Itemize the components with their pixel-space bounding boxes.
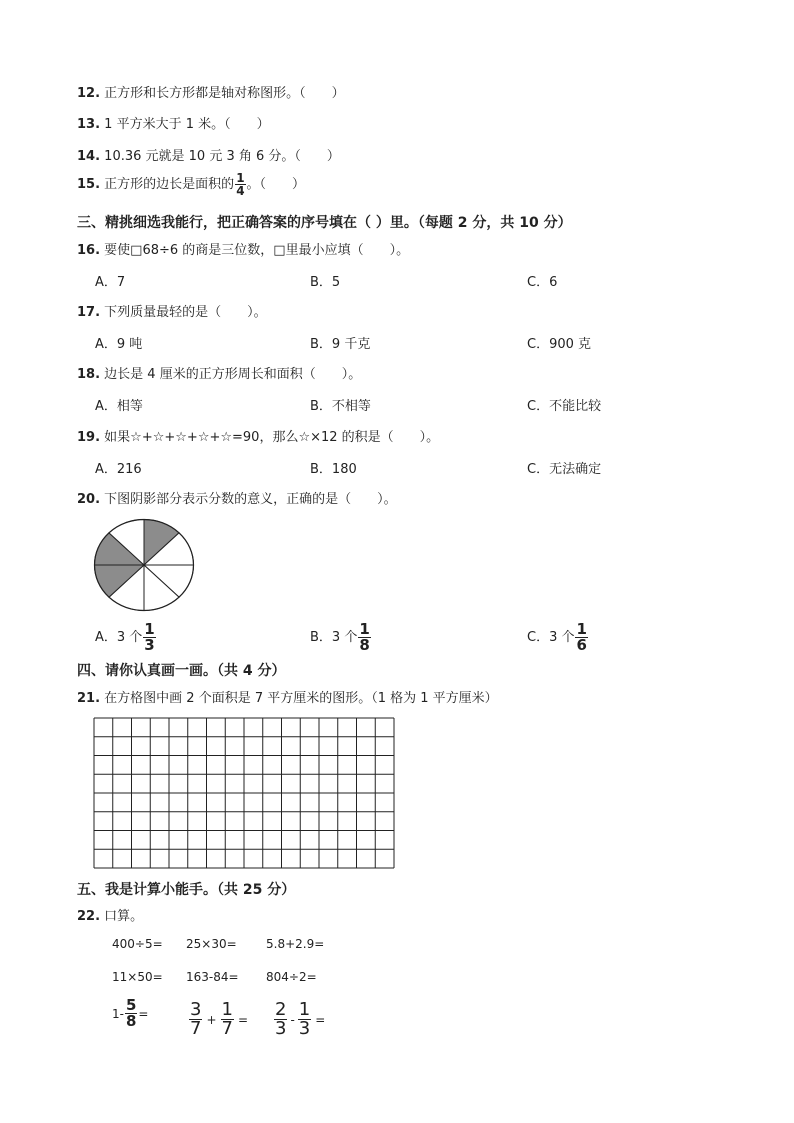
section-5-heading: 五、我是计算小能手。（共 25 分） [77,882,296,898]
fraction [125,998,137,1029]
option-a: A．216 [95,462,142,477]
fraction [358,622,370,653]
question-number: 14. [77,149,101,164]
question-text: 10.36 元就是 10 元 3 角 6 分。（ ） [104,149,340,164]
section-3-heading: 三、精挑细选我能行，把正确答案的序号填在（ ）里。（每题 2 分，共 10 分） [77,215,572,231]
option-b [310,622,372,653]
fraction [221,1001,234,1038]
denominator: 6 [576,636,587,654]
calc-item: 11×50= [112,970,163,984]
denominator: 8 [125,1012,137,1030]
question-number: 22. [77,909,101,924]
question-text: 边长是 4 厘米的正方形周长和面积（ ）。 [104,367,362,382]
denominator: 4 [236,184,245,198]
denominator: 3 [298,1018,311,1039]
numerator: 2 [275,999,287,1020]
question-21 [77,687,498,706]
denominator: 8 [359,636,370,654]
question-text: 下图阴影部分表示分数的意义，正确的是（ ）。 [104,492,397,507]
question-number: 13. [77,117,101,132]
option-b: B．180 [310,462,357,477]
option-c: C．900 克 [527,337,592,352]
question-number: 20. [77,492,101,507]
option-a: A．9 吨 [95,337,143,352]
numerator: 5 [125,996,137,1014]
question-text: 下列质量最轻的是（ ）。 [104,305,267,320]
option-a: A．相等 [95,399,143,414]
section-4-heading: 四、请你认真画一画。（共 4 分） [77,663,286,679]
question-20 [77,488,397,507]
question-text: 正方形和长方形都是轴对称图形。（ ） [104,86,345,101]
option-b: B．5 [310,275,341,290]
calc-item: 804÷2= [266,970,317,984]
option-label: B．3 个 [310,630,358,645]
numerator: 1 [359,620,370,638]
numerator: 1 [236,171,245,185]
option-c: C．6 [527,275,558,290]
operator: - [290,1012,295,1027]
question-17 [77,301,267,320]
numerator: 1 [576,620,587,638]
question-number: 21. [77,691,101,706]
option-label: C．3 个 [527,630,575,645]
question-text-post: 。（ ） [246,177,306,192]
option-label: A．3 个 [95,630,143,645]
question-text-pre: 正方形的边长是面积的 [104,177,235,192]
option-c [527,622,589,653]
option-b: B．9 千克 [310,337,371,352]
option-c: C．无法确定 [527,462,602,477]
question-text: 在方格图中画 2 个面积是 7 平方厘米的图形。（1 格为 1 平方厘米） [104,691,498,706]
option-a: A．7 [95,275,126,290]
question-text: 口算。 [104,909,144,924]
numerator: 1 [298,999,311,1020]
option-b: B．不相等 [310,399,371,414]
calc-item: 25×30= [186,937,237,951]
numerator: 3 [190,999,202,1020]
question-19 [77,426,439,445]
question-number: 18. [77,367,101,382]
question-number: 19. [77,430,101,445]
calc-item: 5.8+2.9= [266,937,325,951]
question-12 [77,82,345,101]
denominator: 3 [144,636,155,654]
drawing-grid[interactable] [93,717,395,869]
question-14 [77,145,340,164]
option-c: C．不能比较 [527,399,602,414]
option-a [95,622,157,653]
calc-item: 163-84= [186,970,239,984]
question-15 [77,172,305,197]
shaded-circle-figure [92,517,196,613]
question-number: 15. [77,177,101,192]
calc-text: 1- [112,1006,124,1021]
fraction [575,622,587,653]
calc-item: 400÷5= [112,937,163,951]
question-18 [77,363,361,382]
question-text: 1 平方米大于 1 米。（ ） [104,117,270,132]
question-number: 17. [77,305,101,320]
fraction [189,1001,202,1038]
calc-fraction-a [112,998,148,1029]
operator: + [206,1012,217,1027]
fraction [298,1001,311,1038]
fraction [235,172,245,197]
denominator: 7 [221,1018,233,1039]
calc-fraction-b [188,1001,248,1038]
calc-text: = [138,1006,149,1021]
calc-fraction-c [273,1001,325,1038]
question-number: 12. [77,86,101,101]
question-text: 如果☆+☆+☆+☆+☆=90，那么☆×12 的积是（ ）。 [104,430,440,445]
denominator: 7 [190,1018,202,1039]
question-number: 16. [77,243,101,258]
calc-text: = [237,1012,249,1027]
fraction [143,622,155,653]
question-text: 要使□68÷6 的商是三位数，□里最小应填（ ）。 [104,243,410,258]
question-13 [77,113,270,132]
numerator: 1 [221,999,233,1020]
grid-lines [94,718,394,868]
denominator: 3 [275,1018,287,1039]
question-22 [77,905,143,924]
numerator: 1 [144,620,155,638]
fraction [274,1001,287,1038]
calc-text: = [315,1012,326,1027]
question-16 [77,239,409,258]
